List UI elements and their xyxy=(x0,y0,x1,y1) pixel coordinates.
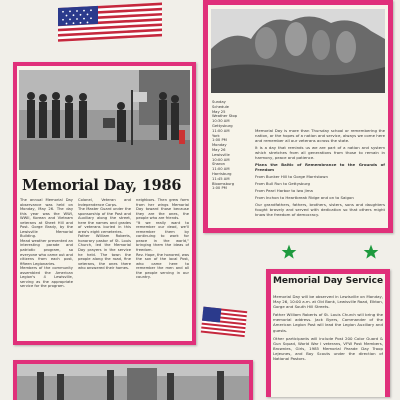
article-paragraph: The annual Memorial Day observance was held on Monday, May 26. The day this year was the WWI, WWII, Korean and Vietnam veterans at Sheet Hill and Post. Gorge Brady, by the Lewisville Memorial Building. xyxy=(20,198,73,239)
service-card-title: Memorial Day Service xyxy=(272,276,384,286)
article-paragraph: Rev. Hope, the honored, was the son of the local Post, who came here to remember the men and all the people serving in our country. xyxy=(136,252,189,280)
schedule-line: Lewisville xyxy=(212,152,230,157)
clipping-paragraph: It is a day that reminds us we are part of a nation and system which stretches from all generations from those to remain in harmony, peace and patience. xyxy=(255,145,385,160)
schedule-line: 1:00 PM xyxy=(212,138,227,143)
star-icon xyxy=(363,244,379,260)
clipping-text xyxy=(255,128,385,224)
article-headline: Memorial Day, 1986 xyxy=(22,177,182,194)
service-paragraph: Father William Roberts of St. Louis Church will bring the memorial address. Jack Byers, Commander of the American Legion Post will lead the Legion Auxiliary and guests. xyxy=(273,312,383,333)
article-column xyxy=(78,198,131,339)
service-paragraph: Other participants will include Post 200 Color Guard & Gun Squad, World War I veterans, VFW Post Members, Brownies, Girls, 1985 Memorial Parade Day Troop Lejeunes, and Boy Scouts under the direction of National Pastors. xyxy=(273,335,383,362)
monument-photo xyxy=(211,9,385,93)
schedule-line: York xyxy=(212,133,220,138)
article-column xyxy=(20,198,73,339)
schedule-line: 10:30 AM xyxy=(212,119,230,124)
clipping-paragraph: Our grandfathers, fathers, brothers, sisters, sons and daughters fought bravely and served with dedication so that others might know the freedom of democracy. xyxy=(255,202,385,217)
schedule-line: May 25 xyxy=(212,109,226,114)
american-flag-icon xyxy=(58,2,166,42)
schedule-line: 1:00 PM xyxy=(212,186,227,191)
schedule-line: Bloomsburg xyxy=(212,181,235,186)
schedule-line: May 26 xyxy=(212,147,226,152)
route-item: From Bull Run to Gettysburg xyxy=(255,181,310,186)
schedule-line: 11:45 AM xyxy=(212,176,230,181)
route-item: From Inchon to Heartbreak Ridge and on to Saigon xyxy=(255,195,354,200)
schedule-line: Sunday xyxy=(212,100,226,104)
article-column xyxy=(136,198,189,339)
service-schedule xyxy=(212,100,248,191)
route-item: From Pearl Harbor to Iwo Jima xyxy=(255,188,313,193)
schedule-line: 11:00 AM xyxy=(212,167,230,172)
schedule-line: 11:00 AM xyxy=(212,128,230,133)
schedule-line: Monday xyxy=(212,143,227,148)
service-paragraph: Memorial Day will be observed in Lewisville on Monday, May 26, 10:00 a.m. at Old Bank, Lewisville Road, Elkton, Gorge and South Hill Streets. xyxy=(273,294,383,310)
route-title: Plans the Baltic of Remembrance to the Grounds of Freedom xyxy=(255,162,385,172)
route-item: From Bunker Hill to Gorge Morristown xyxy=(255,174,328,179)
article-paragraph: Father William Roberts, honorary pastor of St. Louis Church, led the Memorial Day prayers in the service he held. The town the people along the road, fine veterans, the ones there who answered their homes. xyxy=(78,234,131,271)
star-icon xyxy=(281,244,297,260)
article-paragraph: Mead weather prevented an interesting parade and patriotic program, so everyone who came out and citizens from each post, fifteen Legionaries. xyxy=(20,238,73,266)
american-flag-icon xyxy=(200,305,250,340)
article-paragraph: neighbors. Then grew form from her wings Memorial Day toward those because they are the ones, the people who are friends. xyxy=(136,198,189,221)
schedule-line: Schedule xyxy=(212,104,229,109)
clipping-paragraph: Memorial Day is more than Thursday school or remembering the nation, or the hopes of a nation and service, always we come here and remember all our veterans across the state. xyxy=(255,128,385,143)
service-card-body xyxy=(273,294,383,396)
article-body xyxy=(20,198,190,339)
schedule-line: Sharon xyxy=(212,162,225,167)
bottom-photo xyxy=(17,364,249,400)
schedule-line: Gettysburg xyxy=(212,123,233,128)
schedule-line: 10:00 AM xyxy=(212,157,230,162)
schedule-line: Harrisburg xyxy=(212,171,232,176)
ceremony-photo xyxy=(19,70,190,170)
schedule-line: Weather Stop xyxy=(212,114,238,119)
article-paragraph: Colonel, Veteran and Independence Corps. xyxy=(78,198,131,207)
article-paragraph: "It we really want to remember our dead, we'll remember them by continuing to work for peace in the world," bringing them the ideas of freedom. xyxy=(136,220,189,253)
article-paragraph: Members of the community assembled the American Legion's 4 Lewisville, serving as the appropriate service for the program. xyxy=(20,266,73,289)
article-paragraph: The Master Guard under the sponsorship of the Post and Auxiliary along the street, here the names and grades of veterans buried in this area's eight cemeteries. xyxy=(78,207,131,234)
